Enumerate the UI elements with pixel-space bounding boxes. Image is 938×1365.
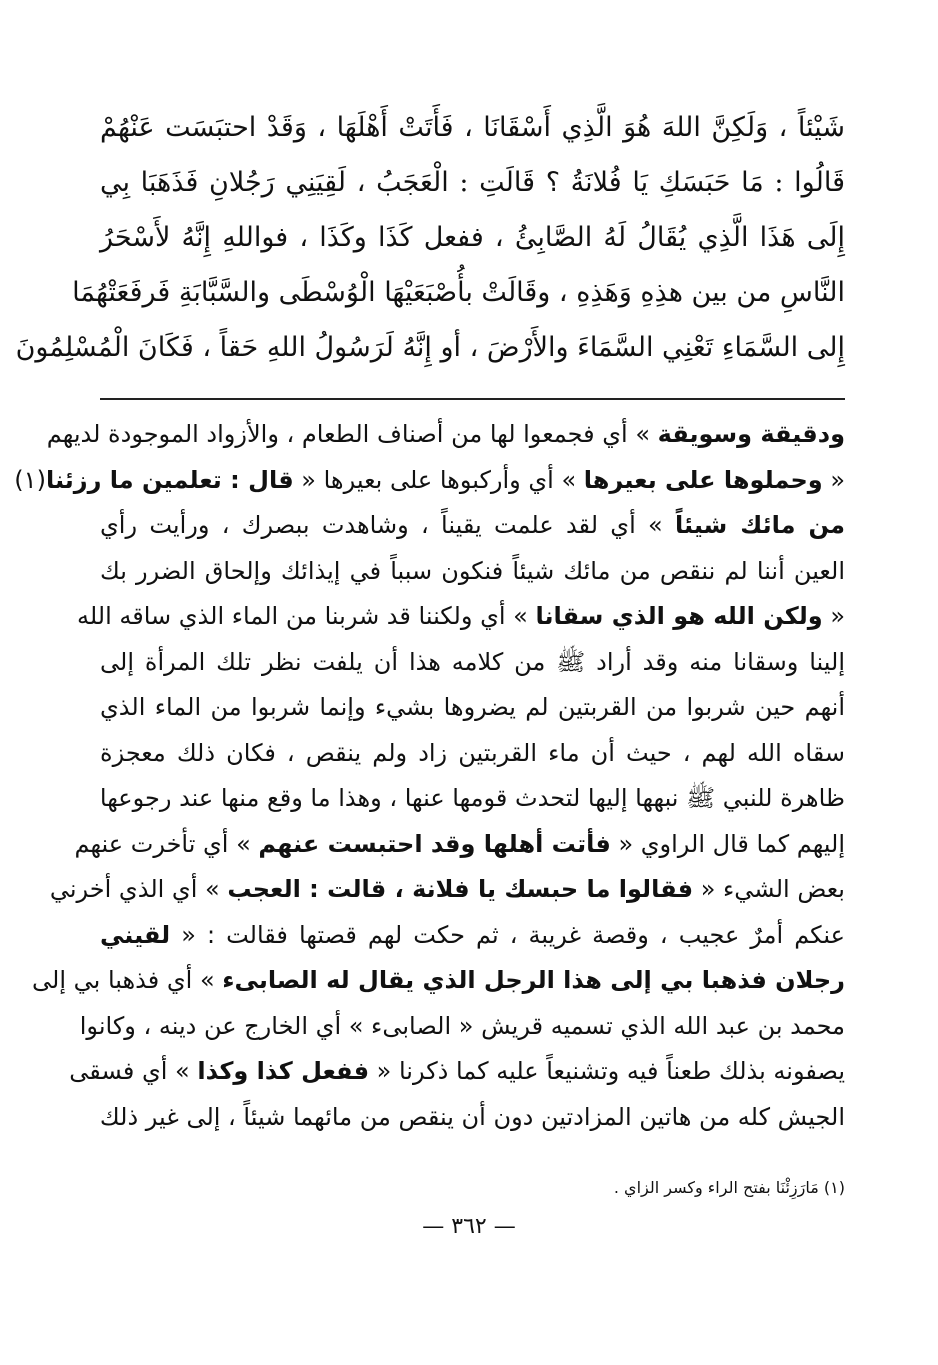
- page-number: — ٣٦٢ —: [422, 1214, 516, 1239]
- quoted-hadith-text: من مائك شيئاً: [675, 511, 845, 539]
- commentary-text: ظاهرة للنبي ﷺ نبهها إليها لتحدث قومها عنها ، وهذا ما وقع منها عند رجوعها: [99, 784, 845, 812]
- hadith-line: شَيْئاً ، وَلَكِنَّ اللهَ هُوَ الَّذِي أَسْقَانَا ، فَأَتَتْ أَهْلَهَا ، وَقَدْ احتبَسَت عَنْهُمْ: [100, 112, 845, 143]
- commentary-text: » أي تأخرت عنهم: [74, 829, 259, 858]
- hadith-line: قَالُوا : مَا حَبَسَكِ يَا فُلانَةُ ؟ قَالَتِ : الْعَجَبُ ، لَقِيَنِي رَجُلانِ فَذَهَبَا بِي: [100, 167, 845, 198]
- commentary-text: » أي ولكننا قد شربنا من الماء الذي ساقه الله: [76, 602, 536, 630]
- commentary-text: عنكم أمرٌ عجيب ، وقصة غريبة ، ثم حكت لهم قصتها فقالت : «: [170, 920, 845, 949]
- commentary-line: [69, 1049, 845, 1095]
- commentary-line: [100, 1095, 845, 1141]
- commentary-text: الجيش كله من هاتين المزادتين دون أن ينقص من مائهما شيئاً ، إلى غير ذلك: [99, 1102, 845, 1131]
- commentary-text-block: [14, 412, 845, 1140]
- commentary-text: » أي لقد علمت يقيناً ، وشاهدت ببصرك ، ورأيت رأي: [100, 511, 676, 539]
- commentary-text: يصفونه بذلك طعناً فيه وتشنيعاً عليه كما ذكرنا «: [369, 1057, 845, 1085]
- quoted-hadith-text: فأتت أهلها وقد احتبست عنهم: [258, 829, 611, 858]
- commentary-line: [14, 458, 845, 504]
- quoted-hadith-text: وحملوها على بعيرها: [583, 465, 823, 494]
- commentary-line: [100, 503, 845, 549]
- commentary-line: [100, 640, 845, 686]
- quoted-hadith-text: ففعل كذا وكذا: [197, 1057, 370, 1085]
- commentary-line: [100, 685, 845, 731]
- commentary-text: » أي فسقى: [69, 1057, 198, 1085]
- commentary-text: العين أننا لم ننقص من مائك شيئاً فنكون سبباً في إيذائك وإلحاق الضرر بك: [100, 556, 845, 585]
- commentary-line: [100, 913, 845, 959]
- quoted-hadith-text: ولكن الله هو الذي سقانا: [535, 602, 823, 630]
- commentary-line: [32, 958, 845, 1004]
- quoted-hadith-text: لقيني: [100, 920, 171, 949]
- commentary-line: [74, 822, 845, 868]
- hadith-line: إِلى السَّمَاءِ تَعْنِي السَّمَاءَ والأَرْضَ ، أو إِنَّهُ لَرَسُولُ اللهِ حَقاً ، فَكَانَ الْمُسْلِمُونَ: [15, 332, 845, 363]
- commentary-text: » أي فجمعوا لها من أصناف الطعام ، والأزواد الموجودة لديهم: [46, 420, 658, 448]
- quoted-hadith-text: ودقيقة وسويقة: [657, 420, 845, 448]
- footnote: (١) مَارَزِئْنَا بفتح الراء وكسر الزاي .: [613, 1178, 845, 1197]
- commentary-text: «: [822, 602, 845, 630]
- commentary-line: [79, 1004, 845, 1050]
- commentary-text: » أي فذهبا بي إلى: [32, 966, 223, 994]
- commentary-line: [100, 549, 845, 595]
- commentary-text: محمد بن عبد الله الذي تسميه قريش « الصابىء » أي الخارج عن دينه ، وكانوا: [79, 1011, 845, 1040]
- quoted-hadith-text: رجلان فذهبا بي إلى هذا الرجل الذي يقال له الصابىء: [222, 966, 845, 994]
- commentary-line: [100, 731, 845, 777]
- quoted-hadith-text: قال : تعلمين ما رزئنا: [45, 465, 294, 494]
- commentary-text: «: [822, 465, 845, 494]
- commentary-text: بعض الشيء «: [693, 875, 845, 903]
- quoted-hadith-text: فقالوا ما حبسك يا فلانة ، قالت : العجب: [227, 875, 694, 903]
- section-divider: [100, 398, 845, 400]
- commentary-text: إليهم كما قال الراوي «: [610, 829, 845, 858]
- commentary-text: » أي الذي أخرني: [49, 875, 228, 903]
- hadith-line: إِلَى هَذَا الَّذِي يُقَالُ لَهُ الصَّابِئُ ، ففعل كَذَا وكَذَا ، فواللهِ إِنَّهُ لأَسْحَرُ: [100, 222, 845, 253]
- commentary-text: إلينا وسقانا منه وقد أراد ﷺ من كلامه هذا أن يلفت نظر تلك المرأة إلى: [100, 647, 845, 676]
- commentary-line: [46, 412, 845, 458]
- commentary-line: [100, 776, 845, 822]
- commentary-text: » أي وأركبوها على بعيرها «: [293, 465, 584, 494]
- commentary-text: (١): [14, 465, 46, 494]
- commentary-text: أنهم حين شربوا من القربتين لم يضروها بشيء وإنما شربوا من الماء الذي: [100, 693, 845, 721]
- hadith-text-block: [15, 100, 845, 375]
- commentary-text: سقاه الله لهم ، حيث أن ماء القربتين زاد ولم ينقص ، فكان ذلك معجزة: [100, 738, 845, 767]
- hadith-line: النَّاسِ من بين هذِهِ وَهَذِهِ ، وقَالَتْ بأُصْبَعَيْهَا الْوُسْطَى والسَّبَّابَةِ فَرفَعَتْهُمَا: [72, 277, 845, 308]
- commentary-line: [76, 594, 845, 640]
- commentary-line: [49, 867, 845, 913]
